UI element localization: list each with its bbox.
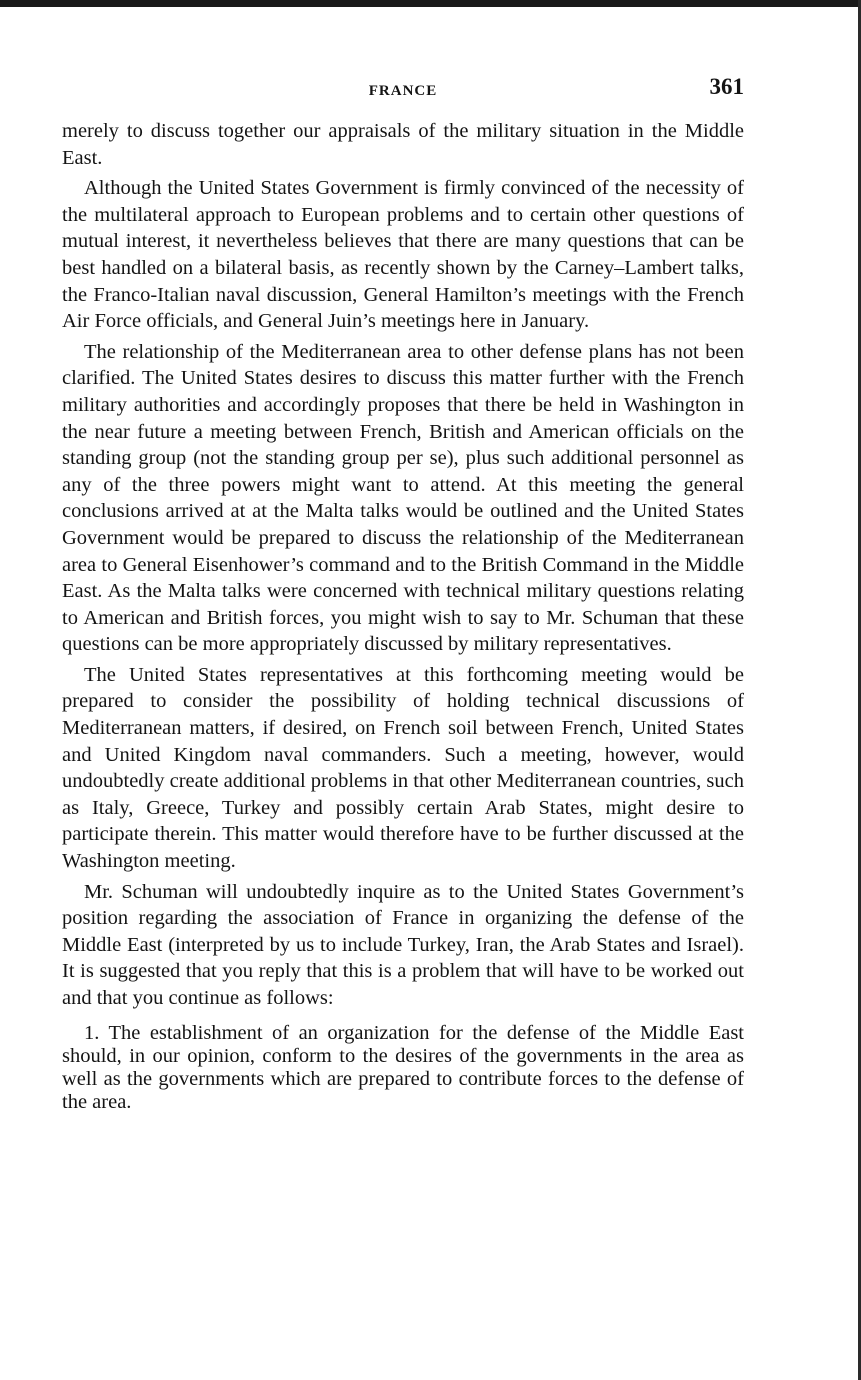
running-head: FRANCE: [368, 83, 438, 99]
paragraph-schuman-inquiry: Mr. Schuman will undoubtedly inquire as to the United States Government’s position regarding the association of France in organizing the defense of the Middle East (interpreted by us to include Turkey, Iran, the Arab States and Israel). It is suggested that you reply that this is a problem that will have to be worked out and that you continue as follows:: [62, 880, 744, 1009]
numbered-point-1: 1. The establishment of an organization for the defense of the Middle East should, in our opinion, conform to the desires of the governments in the area as well as the governments which are prepared to contribute forces to the defense of the area.: [62, 1021, 744, 1114]
paragraph-forthcoming-meeting: The United States representatives at this forthcoming meeting would be prepared to consider the possibility of holding technical discussions of Mediterranean matters, if desired, on French soil between French, United States and United Kingdom naval commanders. Such a meeting, however, would undoubtedly create additional problems in that other Mediterranean countries, such as Italy, Greece, Turkey and possibly certain Arab States, might desire to participate therein. This matter would therefore have to be further discussed at the Washington meeting.: [62, 663, 744, 873]
paragraph-continuation: merely to discuss together our appraisals of the military situation in the Middle East.: [62, 120, 744, 169]
document-body: [62, 118, 744, 1118]
paragraph-multilateral: Although the United States Government is firmly convinced of the necessity of the multilateral approach to European problems and to certain other questions of mutual interest, it nevertheless believes that there are many questions that can be best handled on a bilateral basis, as recently shown by the Carney–Lambert talks, the Franco-Italian naval discussion, General Hamilton’s meetings with the French Air Force officials, and General Juin’s meetings here in January.: [62, 177, 744, 333]
page-header: [62, 74, 744, 104]
page-top-border: [0, 0, 861, 7]
page-number: 361: [709, 74, 744, 99]
paragraph-mediterranean: The relationship of the Mediterranean area to other defense plans has not been clarified. The United States desires to discuss this matter further with the French military authorities and accordingly proposes that there be held in Washington in the near future a meeting between French, British and American officials on the standing group (not the standing group per se), plus such additional personnel as any of the three powers might want to attend. At this meeting the general conclusions arrived at at the Malta talks would be outlined and the United States Government would be prepared to discuss the relationship of the Mediterranean area to General Eisenhower’s command and to the British Command in the Middle East. As the Malta talks were concerned with technical military questions relating to American and British forces, you might wish to say to Mr. Schuman that these questions can be more appropriately discussed by military representatives.: [62, 340, 744, 656]
